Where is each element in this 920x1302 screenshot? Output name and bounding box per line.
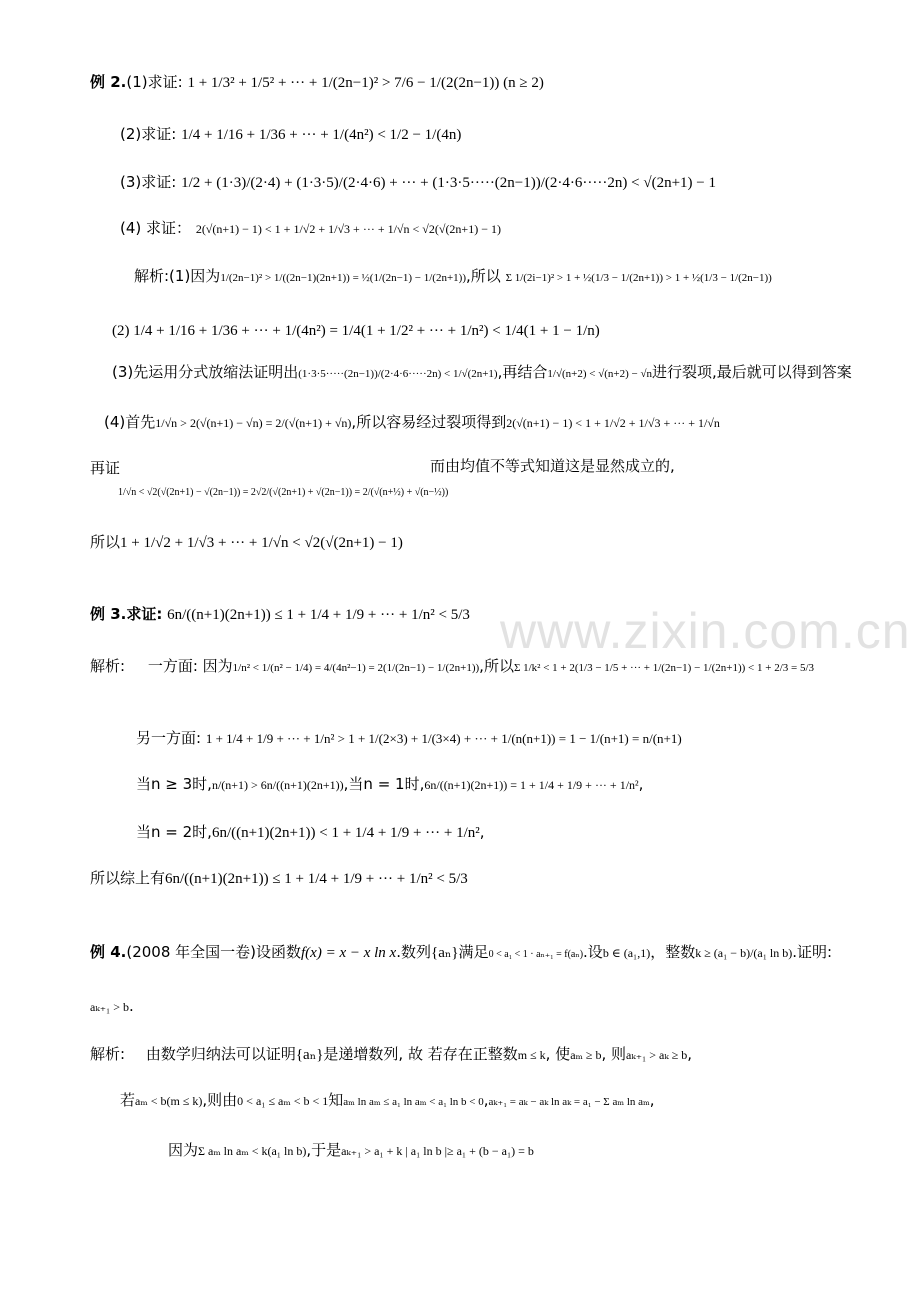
example2-heading: 例 2. <box>90 73 127 91</box>
problem-formula: 0 < a₁ < 1 · aₙ₊₁ = f(aₙ) <box>488 949 584 960</box>
example4-line-2 <box>90 996 134 1017</box>
solution-text: ,于是 <box>306 1141 342 1159</box>
example2-solution-1 <box>134 266 772 288</box>
solution-formula: aₖ₊₁ > aₖ ≥ b <box>626 1048 688 1062</box>
solution-formula: Σ aₘ ln aₘ < k(a₁ ln b) <box>198 1144 307 1158</box>
example2-line-1 <box>90 72 544 93</box>
solution-text: ,再结合 <box>497 363 548 381</box>
solution-text: , <box>483 1091 489 1109</box>
problem-text: .证明: <box>792 943 833 961</box>
solution-formula: Σ 1/k² < 1 + 2(1/3 − 1/5 + ··· + 1/(2n−1) − 1/(2n+1)) < 1 + 2/3 = 5/3 <box>513 662 815 674</box>
example2-line-2 <box>120 124 461 145</box>
example2-solution-2 <box>112 320 600 341</box>
solution-formula: 1/(2n−1)² > 1/((2n−1)(2n+1)) = ½(1/(2n−1) − 1/(2n+1)) <box>220 272 466 284</box>
problem-formula: b ∈ (a₁,1) <box>602 946 651 960</box>
example2-solution-6 <box>90 532 403 553</box>
solution-text: 解析: <box>90 657 126 675</box>
problem-text: ，整数 <box>650 943 696 961</box>
solution-formula: aₘ < b(m ≤ k) <box>135 1094 203 1108</box>
example4-solution-1 <box>90 1044 692 1065</box>
solution-formula: aₖ₊₁ = aₖ − aₖ ln aₖ = a₁ − Σ aₘ ln aₘ <box>488 1096 650 1108</box>
solution-formula: n/(n+1) > 6n/((n+1)(2n+1)) <box>211 778 344 792</box>
solution-formula: Σ 1/(2i−1)² > 1 + ½(1/3 − 1/(2n+1)) > 1 + ½(1/3 − 1/(2n−1)) <box>505 272 772 284</box>
solution-text: 当n ≥ 3时, <box>136 775 212 793</box>
solution-text: 若 <box>120 1091 136 1109</box>
solution-text: 是递增数列, 故 若存在正整数 <box>323 1045 518 1063</box>
solution-text: 进行裂项,最后就可以得到答案 <box>652 363 852 381</box>
solution-formula: 1 + 1/4 + 1/9 + ··· + 1/n² > 1 + 1/(2×3) + 1/(3×4) + ··· + 1/(n(n+1)) = 1 − 1/(n+1) = n/(n+1) <box>205 731 682 746</box>
solution-formula: (2) 1/4 + 1/16 + 1/36 + ··· + 1/(4n²) = 1/4(1 + 1/2² + ··· + 1/n²) < 1/4(1 + 1 − 1/n) <box>112 323 600 339</box>
solution-text: ,所以 <box>466 267 501 285</box>
solution-text: 解析:(1)因为 <box>134 267 221 285</box>
example2-solution-5-formula <box>118 480 448 503</box>
solution-text: 知 <box>328 1091 344 1109</box>
solution-formula: 1/n² < 1/(n² − 1/4) = 4/(4n²−1) = 2(1/(2n−1) − 1/(2n+1)) <box>232 662 480 674</box>
example3-heading: 例 3.求证: <box>90 605 163 623</box>
solution-text: 所以综上有 <box>90 869 166 887</box>
example2-p3-label: (3)求证: <box>120 173 177 191</box>
solution-formula: 6n/((n+1)(2n+1)) < 1 + 1/4 + 1/9 + ··· + 1/n² <box>211 825 480 841</box>
solution-text: 解析: <box>90 1045 126 1063</box>
problem-text: .设 <box>583 943 603 961</box>
problem-formula: aₖ₊₁ > b <box>90 1000 129 1014</box>
solution-text: (4)首先 <box>104 413 156 431</box>
example3-solution-1 <box>90 656 814 678</box>
example2-solution-5 <box>90 458 120 478</box>
example2-p1-label: (1)求证: <box>126 73 183 91</box>
problem-formula: f(x) = x − x ln x <box>301 945 397 961</box>
solution-text: 而由均值不等式知道这是显然成立的, <box>430 457 675 475</box>
solution-formula: 1/√(n+2) < √(n+2) − √n <box>547 368 653 380</box>
solution-formula: (1·3·5·····(2n−1))/(2·4·6·····2n) < 1/√(2n+1) <box>298 368 498 380</box>
example4-line-1 <box>90 942 832 965</box>
example2-p2-label: (2)求证: <box>120 125 177 143</box>
solution-formula: 6n/((n+1)(2n+1)) = 1 + 1/4 + 1/9 + ··· + 1/n² <box>424 778 639 792</box>
solution-formula: aₘ ≥ b <box>570 1048 602 1062</box>
example2-solution-4 <box>104 412 720 433</box>
example3-solution-2 <box>136 728 682 749</box>
solution-text: , <box>687 1045 693 1063</box>
problem-text: (2008 年全国一卷)设函数 <box>126 943 302 961</box>
solution-text: 所以 <box>90 533 121 551</box>
example2-solution-5-note <box>430 456 675 476</box>
solution-formula: 0 < a₁ ≤ aₘ < b < 1 <box>237 1094 329 1108</box>
solution-text: 因为 <box>168 1141 199 1159</box>
example3-solution-5 <box>90 868 468 889</box>
example2-p4-label: (4) 求证： <box>120 219 192 237</box>
example2-p2-formula: 1/4 + 1/16 + 1/36 + ··· + 1/(4n²) < 1/2 − 1/(4n) <box>181 127 462 143</box>
solution-text: , <box>479 823 485 841</box>
solution-text: 再证 <box>90 459 121 477</box>
solution-text: 由数学归纳法可以证明 <box>145 1045 296 1063</box>
example3-line-1 <box>90 604 470 625</box>
solution-text: ,所以 <box>479 657 514 675</box>
problem-formula: k ≥ (a₁ − b)/(a₁ ln b) <box>695 946 793 960</box>
solution-text: 一方面: 因为 <box>147 657 233 675</box>
solution-formula: aₖ₊₁ > a₁ + k | a₁ ln b |≥ a₁ + (b − a₁) = b <box>341 1144 534 1158</box>
example4-heading: 例 4. <box>90 943 127 961</box>
watermark: www.zixin.com.cn <box>500 603 911 659</box>
problem-text: . <box>129 997 134 1015</box>
solution-formula: 1/√n > 2(√(n+1) − √n) = 2/(√(n+1) + √n) <box>155 416 352 430</box>
solution-text: ,当n = 1时, <box>343 775 425 793</box>
example2-p4-formula: 2(√(n+1) − 1) < 1 + 1/√2 + 1/√3 + ··· + 1/√n < √2(√(2n+1) − 1) <box>195 222 501 236</box>
example2-p3-formula: 1/2 + (1·3)/(2·4) + (1·3·5)/(2·4·6) + ··· + (1·3·5·····(2n−1))/(2·4·6·····2n) < √(2n+1) − 1 <box>181 175 716 191</box>
solution-formula: {aₙ} <box>295 1047 324 1063</box>
solution-text: ,则由 <box>202 1091 238 1109</box>
solution-text: , <box>649 1091 655 1109</box>
example3-solution-3 <box>136 774 643 795</box>
example4-solution-2 <box>120 1090 655 1112</box>
problem-text: .数列 <box>396 943 431 961</box>
example2-p1-formula: 1 + 1/3² + 1/5² + ··· + 1/(2n−1)² > 7/6 − 1/(2(2n−1)) (n ≥ 2) <box>187 75 544 91</box>
example2-line-4 <box>120 218 501 239</box>
solution-text: ,所以容易经过裂项得到 <box>351 413 507 431</box>
solution-text: , 使 <box>545 1045 571 1063</box>
example2-solution-3 <box>112 362 852 384</box>
solution-formula: 1/√n < √2(√(2n+1) − √(2n−1)) = 2√2/(√(2n+1) + √(2n−1)) = 2/(√(n+½) + √(n−½)) <box>118 487 449 498</box>
solution-text: , <box>638 775 644 793</box>
solution-formula: aₘ ln aₘ ≤ a₁ ln aₘ < a₁ ln b < 0 <box>343 1096 484 1108</box>
solution-formula: 1 + 1/√2 + 1/√3 + ··· + 1/√n < √2(√(2n+1) − 1) <box>120 535 403 551</box>
example4-solution-3 <box>168 1140 534 1161</box>
example3-formula: 6n/((n+1)(2n+1)) ≤ 1 + 1/4 + 1/9 + ··· + 1/n² < 5/3 <box>167 607 470 623</box>
solution-text: (3)先运用分式放缩法证明出 <box>112 363 299 381</box>
problem-text: 满足 <box>458 943 489 961</box>
solution-text: , 则 <box>601 1045 627 1063</box>
solution-text: 另一方面: <box>136 729 202 747</box>
solution-formula: 2(√(n+1) − 1) < 1 + 1/√2 + 1/√3 + ··· + 1/√n <box>506 416 720 430</box>
example3-solution-4 <box>136 822 485 843</box>
example2-line-3 <box>120 172 716 193</box>
solution-formula: m ≤ k <box>517 1048 546 1062</box>
problem-formula: {aₙ} <box>431 945 459 961</box>
solution-formula: 6n/((n+1)(2n+1)) ≤ 1 + 1/4 + 1/9 + ··· + 1/n² < 5/3 <box>165 871 468 887</box>
solution-text: 当n = 2时, <box>136 823 212 841</box>
